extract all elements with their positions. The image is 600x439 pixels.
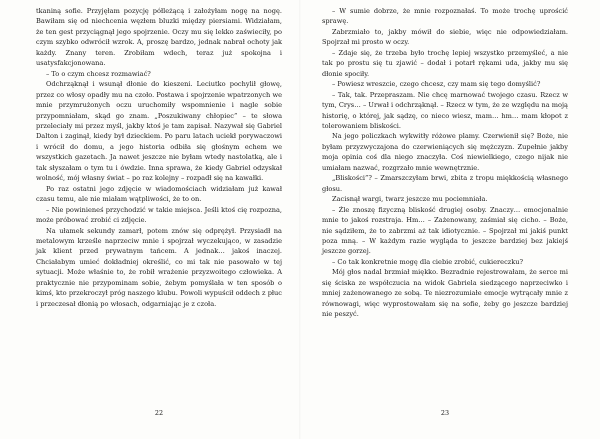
left-paragraph-1: tkaniną sofie. Przyjęłam pozycję półleżącą i założyłam nogę na nogę. Bawiłam się od niechcenia węzłem bluzki między piersiami. Widziałam, że ten gest przyciągnął jego spojrzenie. Oczy mu się lekko zaświeciły, po czym szybko odwrócił wzrok. A, proszę bardzo, jednak nabrał ochoty jak każdy. Znany teren. Zrobiłam wdech, teraz już spokojna i usatysfakcjonowana. (36, 7, 282, 68)
left-page-text (36, 6, 282, 309)
right-paragraph-6: Na jego policzkach wykwitły różowe plamy. Czerwienił się? Boże, nie byłam przyzwyczajona do czerwieniących się mężczyzn. Zupełnie jakby moja opinia coś dla niego znaczyła. Coś niewielkiego, czego nijak nie umiałam nazwać, rozgrzało mnie wewnętrznie. (322, 132, 568, 172)
right-paragraph-10: – Co tak konkretnie mogę dla ciebie zrobić, cukiereczku? (332, 257, 524, 266)
right-paragraph-5: – Tak, tak. Przepraszam. Nie chcę marnować twojego czasu. Rzecz w tym, Crys… – Urwał i odchrząknął. – Rzecz w tym, że ze względu na moją historię, o której, jak sądzę, co nieco wiesz, mam… hm… mam kłopot z tolerowaniem bliskości. (322, 90, 568, 130)
right-paragraph-1: – W sumie dobrze, że mnie rozpoznałaś. To może trochę uprościć sprawę. (322, 7, 568, 26)
left-page-number: 22 (154, 409, 164, 417)
left-paragraph-5: – Nie powinieneś przychodzić w takie miejsca. Jeśli ktoś cię rozpozna, może próbować zrobić ci zdjęcie. (36, 205, 282, 225)
right-paragraph-8: Zacisnął wargi, twarz jeszcze mu pociemniała. (332, 195, 488, 204)
right-paragraph-3: – Zdaje się, że trzeba było trochę lepiej wszystko przemyśleć, a nie tak po prostu się tu zjawić – dodał i potarł rękami uda, jakby mu się dłonie spociły. (322, 48, 568, 78)
right-paragraph-11: Mój głos nadal brzmiał miękko. Bezradnie rejestrowałam, że serce mi się ściska ze współczucia na widok Gabriela siedzącego naprzeciwko i mniej zażenowanego ze sobą. Te niezrozumiałe emocje wytrącały mnie z równowagi, więc wyprostowałam się na sofie, żeby go jeszcze bardziej nie peszyć. (322, 268, 568, 319)
right-paragraph-9: – Źle znoszę fizyczną bliskość drugiej osoby. Znaczy… emocjonalnie mnie to jakoś rozstraja. Hm… – Zażenowany, zaśmiał się cicho. – Boże, nie sądziłem, że to zabrzmi aż tak idiotycznie. – Spojrzał mi jakiś punkt poza mną. – W każdym razie wygląda to jeszcze bardziej bez jakiejś jeszcze gorzej. (322, 205, 568, 256)
right-paragraph-7: „Bliskości”? – Zmarszczyłam brwi, zbita z tropu miękkością własnego głosu. (322, 174, 568, 193)
right-page-number: 23 (440, 409, 450, 417)
book-gutter (299, 0, 301, 439)
left-paragraph-4: Po raz ostatni jego zdjęcie w wiadomościach widziałam już kawał czasu temu, ale nie miałam wątpliwości, że to on. (36, 184, 282, 204)
right-page-text (322, 6, 568, 320)
left-paragraph-6: Na ułamek sekundy zamarł, potem znów się odprężył. Przysiadł na metalowym krześle naprzeciw mnie i spojrzał wyczekująco, w zasadzie jak klient przed prywatnym tańcem. A jednak… jakoś inaczej. Chciałabym umieć dokładniej określić, co mi tak nie pasowało w tej sytuacji. Może właśnie to, że robił wrażenie przyzwoitego człowieka. A praktycznie nie przypominam sobie, żebym pomyślała w ten sposób o kimś, kto przekroczył próg naszego klubu. Powoli wypuścił oddech z płuc i przeczesał dłonią po włosach, odgarniając je z czoła. (36, 226, 282, 308)
right-paragraph-2: Zabrzmiało to, jakby mówił do siebie, więc nie odpowiedziałam. Spojrzał mi prosto w oczy. (322, 27, 568, 47)
right-paragraph-4: – Powiesz wreszcie, czego chcesz, czy mam się tego domyślić? (332, 80, 541, 89)
left-paragraph-3: Odchrząknął i wsunął dłonie do kieszeni. Leciutko pochylił głowę, przez co włosy opadły mu na czoło. Postawa i spojrzenie wpatrzonych we mnie przymrużonych oczu uruchomiły wspomnienie i nagle sobie przypomniałam, skąd go znam. „Poszukiwany chłopiec” – te słowa przeleciały mi przez myśl, jakby ktoś je tam zapisał. Nazywał się Gabriel Dalton i zaginął, kiedy był dzieckiem. Po paru latach uciekł porywaczowi i wrócił do domu, a jego historia odbiła się głośnym echem we wszystkich gazetach. Ja nawet jeszcze nie byłam wtedy nastolatką, ale i tak słyszałam o tym tu i ówdzie. Inna sprawa, że kiedy Gabriel odzyskał wolność, mój własny świat – po raz kolejny – rozpadł się na kawałki. (36, 80, 282, 183)
left-paragraph-2: – To o czym chcesz rozmawiać? (46, 69, 151, 78)
